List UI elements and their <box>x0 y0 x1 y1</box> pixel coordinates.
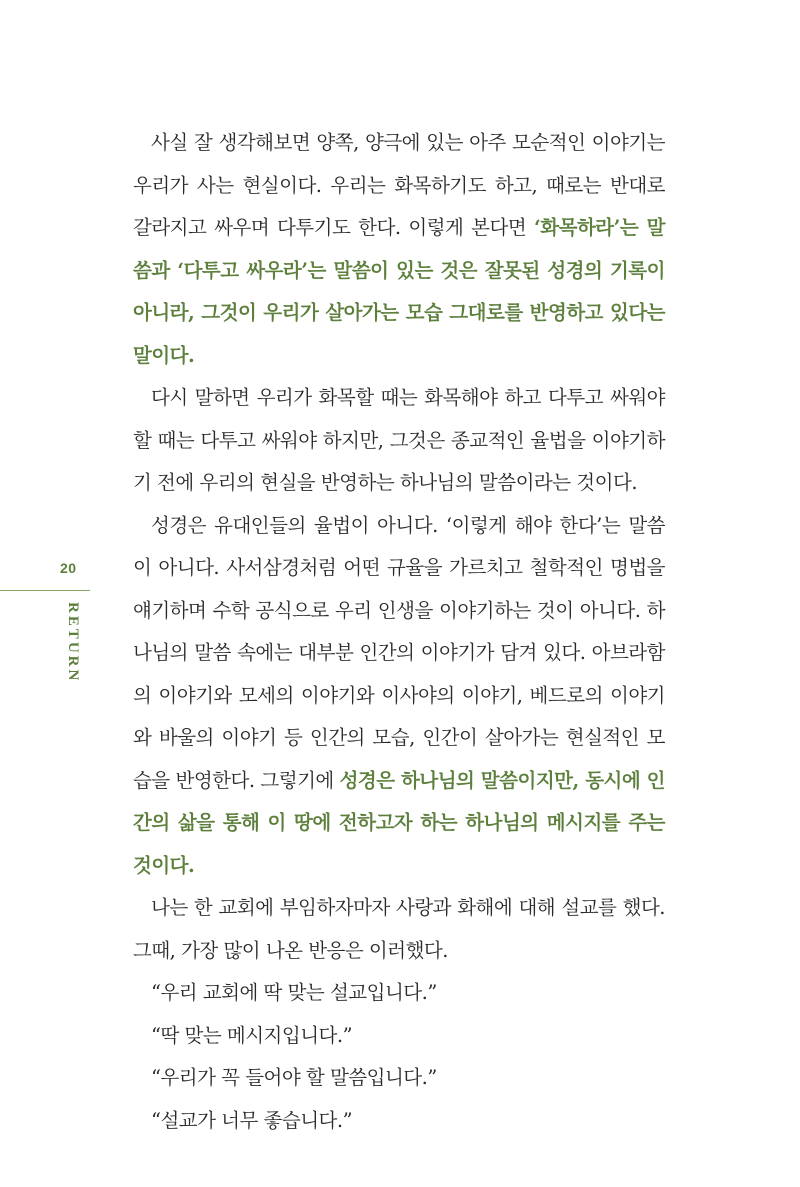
quote-line: “우리가 꼭 들어야 할 말씀입니다.” <box>151 1066 437 1089</box>
paragraph-1 <box>133 122 665 377</box>
highlighted-text: 성경은 하나님의 말씀이지만, 동시에 인간의 삶을 통해 이 땅에 전하고자 하는 하나님의 메시지를 주는 것이다. <box>133 768 665 877</box>
quote-line: “우리 교회에 딱 맞는 설교입니다.” <box>151 981 437 1004</box>
paragraph-2 <box>133 377 665 505</box>
quote-line: “설교가 너무 좋습니다.” <box>151 1108 353 1132</box>
paragraph-text: 성경은 유대인들의 율법이 아니다. ‘이렇게 해야 한다’는 말씀이 아니다. 사서삼경처럼 어떤 규율을 가르치고 철학적인 명법을 얘기하며 수학 공식으로 우리 인생을 이야기하는 것이 아니다. 하나님의 말씀 속에는 대부분 인간의 이야기가 담겨 있다. 아브라함의 이야기와 모세의 이야기와 이사야의 이야기, 베드로의 이야기와 바울의 이야기 등 인간의 모습, 인간이 살아가는 현실적인 모습을 반영한다. 그렇기에 <box>133 513 665 792</box>
paragraph-text: 사실 잘 생각해보면 양쪽, 양극에 있는 아주 모순적인 이야기는 우리가 사는 현실이다. 우리는 화목하기도 하고, 때로는 반대로 갈라지고 싸우며 다투기도 한다. 이렇게 본다면 <box>133 131 665 239</box>
paragraph-4 <box>133 887 665 972</box>
paragraph-text: 나는 한 교회에 부임하자마자 사랑과 화해에 대해 설교를 했다. 그때, 가장 많이 나온 반응은 이러했다. <box>133 896 665 962</box>
margin-divider <box>0 590 90 591</box>
quote-line: “딱 맞는 메시지입니다.” <box>151 1023 353 1047</box>
running-title: RETURN <box>65 602 81 684</box>
paragraph-text: 다시 말하면 우리가 화목할 때는 화목해야 하고 다투고 싸워야 할 때는 다투고 싸워야 하지만, 그것은 종교적인 율법을 이야기하기 전에 우리의 현실을 반영하는 하나님의 말씀이라는 것이다. <box>133 386 665 494</box>
highlighted-text: ‘화목하라’는 말씀과 ‘다투고 싸우라’는 말씀이 있는 것은 잘못된 성경의 기록이 아니라, 그것이 우리가 살아가는 모습 그대로를 반영하고 있다는 말이다. <box>133 216 666 367</box>
body-text <box>133 122 665 1142</box>
page-number: 20 <box>60 560 77 576</box>
paragraph-3 <box>133 505 665 888</box>
